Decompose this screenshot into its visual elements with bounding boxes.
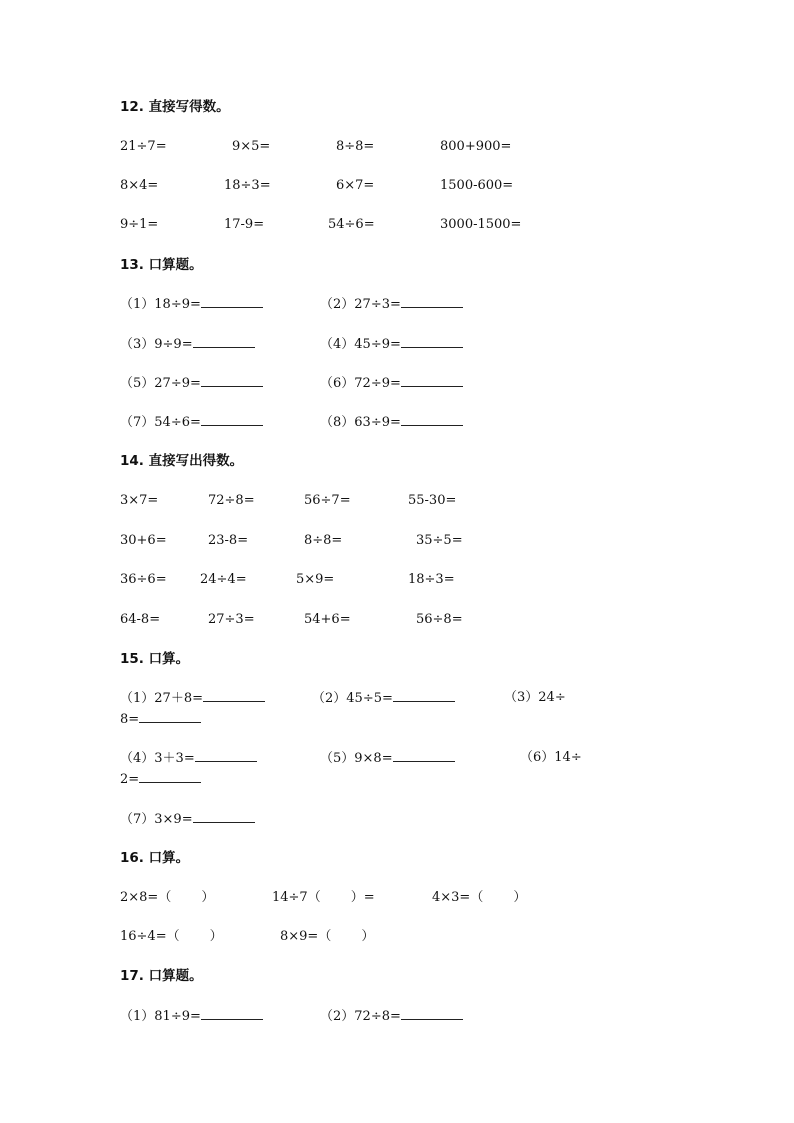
q16-item-3-open: 4×3=（ [432,890,484,905]
answer-blank[interactable] [195,749,257,762]
q17-item-1 [120,1007,263,1026]
answer-blank[interactable] [401,335,463,348]
q14-r4-c1: 64-8= [120,612,161,627]
q16-item-5-close: ） [361,929,375,944]
q17-item-1-text: （1）81÷9= [120,1009,201,1024]
q16-item-1-open: 2×8=（ [120,890,172,905]
q14-r2-c2: 23-8= [208,533,249,548]
q15-item-6-cont [120,770,201,789]
q13-item-3-text: （3）9÷9= [120,337,193,352]
answer-blank[interactable] [401,295,463,308]
q14-r3-c1: 36÷6= [120,572,167,587]
q15-item-2 [312,689,455,708]
answer-blank[interactable] [193,335,255,348]
q13-item-2 [320,295,463,314]
q13-item-8 [320,413,463,432]
q13-item-2-text: （2）27÷3= [320,297,401,312]
q15-item-7 [120,810,255,829]
q15-item-3-cont-text: 8= [120,712,140,727]
q13-item-5 [120,374,263,393]
q16-item-3 [432,889,526,907]
q14-r3-c4: 18÷3= [408,572,455,587]
q16-item-4-close: ） [209,929,223,944]
answer-blank[interactable] [401,413,463,426]
q13-item-3 [120,335,255,354]
q13-item-5-text: （5）27÷9= [120,376,201,391]
q15-item-1 [120,689,265,708]
q13-item-4 [320,335,463,354]
q17-item-2 [320,1007,463,1026]
q15-item-6: （6）14÷ [520,750,582,765]
answer-blank[interactable] [139,710,201,723]
q14-r2-c1: 30+6= [120,533,167,548]
q17-item-2-text: （2）72÷8= [320,1009,401,1024]
answer-blank[interactable] [203,689,265,702]
q16-item-1-close: ） [201,890,215,905]
q16-item-3-close: ） [513,890,527,905]
q15-item-5-text: （5）9×8= [320,751,393,766]
q14-r4-c3: 54+6= [304,612,351,627]
q16-item-2-open: 14÷7（ [272,890,321,905]
q16-item-5 [280,928,374,946]
q12-r2-c1: 8×4= [120,178,159,193]
q13-item-6 [320,374,463,393]
q13-item-8-text: （8）63÷9= [320,415,401,430]
answer-blank[interactable] [201,413,263,426]
q13-item-6-text: （6）72÷9= [320,376,401,391]
q13-item-4-text: （4）45÷9= [320,337,401,352]
q16-item-4-open: 16÷4=（ [120,929,180,944]
q13-item-1-text: （1）18÷9= [120,297,201,312]
q12-r2-c3: 6×7= [336,178,375,193]
answer-blank[interactable] [393,689,455,702]
q16-item-4 [120,928,223,946]
q14-r1-c4: 55-30= [408,493,457,508]
q12-r3-c1: 9÷1= [120,217,159,232]
q15-item-4-text: （4）3＋3= [120,751,195,766]
q14-r2-c4: 35÷5= [416,533,463,548]
answer-blank[interactable] [393,749,455,762]
q12-r3-c3: 54÷6= [328,217,375,232]
q14-r1-c1: 3×7= [120,493,159,508]
answer-blank[interactable] [201,295,263,308]
q15-title: 15. 口算。 [120,651,190,667]
q14-r1-c3: 56÷7= [304,493,351,508]
q13-title: 13. 口算题。 [120,257,203,273]
q12-r1-c4: 800+900= [440,139,512,154]
q12-r1-c2: 9×5= [232,139,271,154]
answer-blank[interactable] [201,374,263,387]
q13-item-1 [120,295,263,314]
q16-item-1 [120,889,214,907]
q12-r1-c3: 8÷8= [336,139,375,154]
q15-item-3: （3）24÷ [504,690,566,705]
q12-r2-c4: 1500-600= [440,178,514,193]
q14-r1-c2: 72÷8= [208,493,255,508]
q14-r4-c2: 27÷3= [208,612,255,627]
q15-item-1-text: （1）27＋8= [120,691,203,706]
q15-item-5 [320,749,455,768]
q16-item-2-close: ）= [350,890,375,905]
q15-item-4 [120,749,257,768]
answer-blank[interactable] [139,770,201,783]
q13-item-7 [120,413,263,432]
q14-title: 14. 直接写出得数。 [120,453,244,469]
q12-r2-c2: 18÷3= [224,178,271,193]
q15-item-6-cont-text: 2= [120,772,140,787]
answer-blank[interactable] [201,1007,263,1020]
q12-title: 12. 直接写得数。 [120,99,230,115]
q12-r3-c2: 17-9= [224,217,265,232]
q13-item-7-text: （7）54÷6= [120,415,201,430]
q16-item-2 [272,889,375,907]
answer-blank[interactable] [193,810,255,823]
q15-item-2-text: （2）45÷5= [312,691,393,706]
q12-r1-c1: 21÷7= [120,139,167,154]
q15-item-7-text: （7）3×9= [120,812,193,827]
q14-r3-c3: 5×9= [296,572,335,587]
q16-item-5-open: 8×9=（ [280,929,332,944]
q15-item-3-cont [120,710,201,729]
q14-r4-c4: 56÷8= [416,612,463,627]
q16-title: 16. 口算。 [120,850,190,866]
q14-r3-c2: 24÷4= [200,572,247,587]
answer-blank[interactable] [401,374,463,387]
q12-r3-c4: 3000-1500= [440,217,522,232]
q14-r2-c3: 8÷8= [304,533,343,548]
q17-title: 17. 口算题。 [120,968,203,984]
answer-blank[interactable] [401,1007,463,1020]
